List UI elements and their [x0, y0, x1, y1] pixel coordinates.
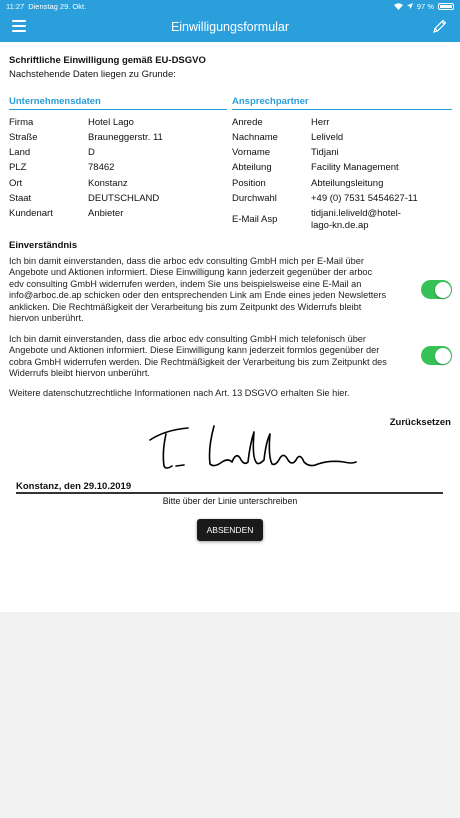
consent-line: Ich bin damit einverstanden, dass die arboc edv consulting GmbH mich per E-Mail über — [9, 256, 364, 266]
company-section-heading: Unternehmensdaten — [9, 96, 101, 107]
contact-section-heading: Ansprechpartner — [232, 96, 309, 107]
company-value: DEUTSCHLAND — [88, 193, 160, 204]
reset-signature-button[interactable]: Zurücksetzen — [389, 417, 451, 428]
email-consent-toggle[interactable] — [421, 280, 452, 299]
contact-email-line1: tidjani.leliveld@hotel- — [311, 208, 401, 219]
company-value: Hotel Lago — [88, 117, 134, 128]
contact-label: Anrede — [232, 117, 263, 128]
consent-line: info@arboc.de.ap schicken oder den entsprechenden Link am Ende eines jeden Newsletters — [9, 290, 387, 301]
contact-value: Abteilungsleitung — [311, 178, 384, 189]
privacy-info-link[interactable]: Weitere datenschutzrechtliche Informationen nach Art. 13 DSGVO erhalten Sie hier. — [9, 388, 350, 398]
contact-label: Durchwahl — [232, 193, 277, 204]
consent-line: hiervon unberührt. — [9, 313, 84, 324]
contact-value: Herr — [311, 117, 330, 128]
contact-email-line2: lago-kn.de.ap — [311, 220, 369, 231]
phone-consent-text — [9, 334, 387, 380]
contact-value: Facility Management — [311, 162, 399, 173]
company-section-divider — [9, 109, 227, 110]
pencil-icon[interactable] — [432, 18, 448, 34]
consent-heading: Einverständnis — [9, 240, 78, 251]
email-consent-text — [9, 256, 386, 324]
consent-line: edv consulting GmbH widerrufen werden, indem Sie uns beispielsweise eine E-Mail an — [9, 278, 362, 289]
page-title: Schriftliche Einwilligung gemäß EU-DSGVO — [9, 55, 206, 66]
phone-consent-toggle[interactable] — [421, 346, 452, 365]
nav-bar — [0, 12, 460, 42]
consent-line: Angebote und Aktionen informiert. Diese Einwilligung kann jederzeit formlos gegenüber der — [9, 345, 380, 356]
consent-line: Angebote und Aktionen informiert. Diese Einwilligung kann jederzeit gegenüber der arboc — [9, 267, 373, 278]
nav-title: Einwilligungsformular — [170, 20, 290, 34]
consent-line: anklicken. Die Rechtmäßigkeit der Verarbeitung bis zum Zeitpunkt des Widerrufs bleibt — [9, 301, 362, 312]
hamburger-menu-icon[interactable] — [12, 20, 26, 32]
signature-line — [16, 492, 443, 494]
company-value: 78462 — [88, 162, 115, 173]
consent-line: Ich bin damit einverstanden, dass die arboc edv consulting GmbH mich telefonisch über — [9, 334, 366, 344]
status-time: 11:27 — [6, 1, 25, 11]
company-value: D — [88, 147, 95, 158]
contact-section-divider — [232, 109, 452, 110]
company-label: Kundenart — [9, 208, 53, 219]
location-arrow-icon — [407, 3, 413, 9]
company-label: Ort — [9, 178, 23, 189]
company-label: Land — [9, 147, 31, 158]
contact-label: Vorname — [232, 147, 271, 158]
contact-value: Tidjani — [311, 147, 339, 158]
consent-line: Widerrufs bleibt hiervon unberührt. — [9, 368, 150, 379]
page-subtitle: Nachstehende Daten liegen zu Grunde: — [9, 69, 176, 80]
battery-percent: 97 % — [416, 1, 434, 11]
company-label: PLZ — [9, 162, 27, 173]
battery-icon — [438, 3, 454, 10]
company-label: Straße — [9, 132, 38, 143]
company-value: Brauneggerstr. 11 — [88, 132, 163, 143]
contact-label: Position — [232, 178, 266, 189]
signature-drawing — [140, 422, 360, 474]
contact-value: +49 (0) 7531 5454627-11 — [311, 193, 418, 204]
submit-button[interactable]: ABSENDEN — [197, 519, 263, 541]
company-value: Konstanz — [88, 178, 128, 189]
signature-hint: Bitte über der Linie unterschreiben — [162, 496, 298, 506]
company-label: Staat — [9, 193, 32, 204]
status-date: Dienstag 29. Okt. — [28, 1, 87, 11]
wifi-icon — [394, 3, 403, 10]
contact-label: Nachname — [232, 132, 278, 143]
signature-place-date: Konstanz, den 29.10.2019 — [16, 481, 132, 492]
consent-line: cobra GmbH widerrufen werden. Die Rechtmäßigkeit der Verarbeitung bis zum Zeitpunkt des — [9, 356, 387, 367]
company-label: Firma — [9, 117, 34, 128]
contact-label: E-Mail Asp — [232, 214, 278, 225]
company-value: Anbieter — [88, 208, 124, 219]
status-bar — [0, 0, 460, 12]
contact-value: Leliveld — [311, 132, 344, 143]
toggle-knob — [435, 282, 451, 298]
contact-label: Abteilung — [232, 162, 272, 173]
toggle-knob — [435, 348, 451, 364]
